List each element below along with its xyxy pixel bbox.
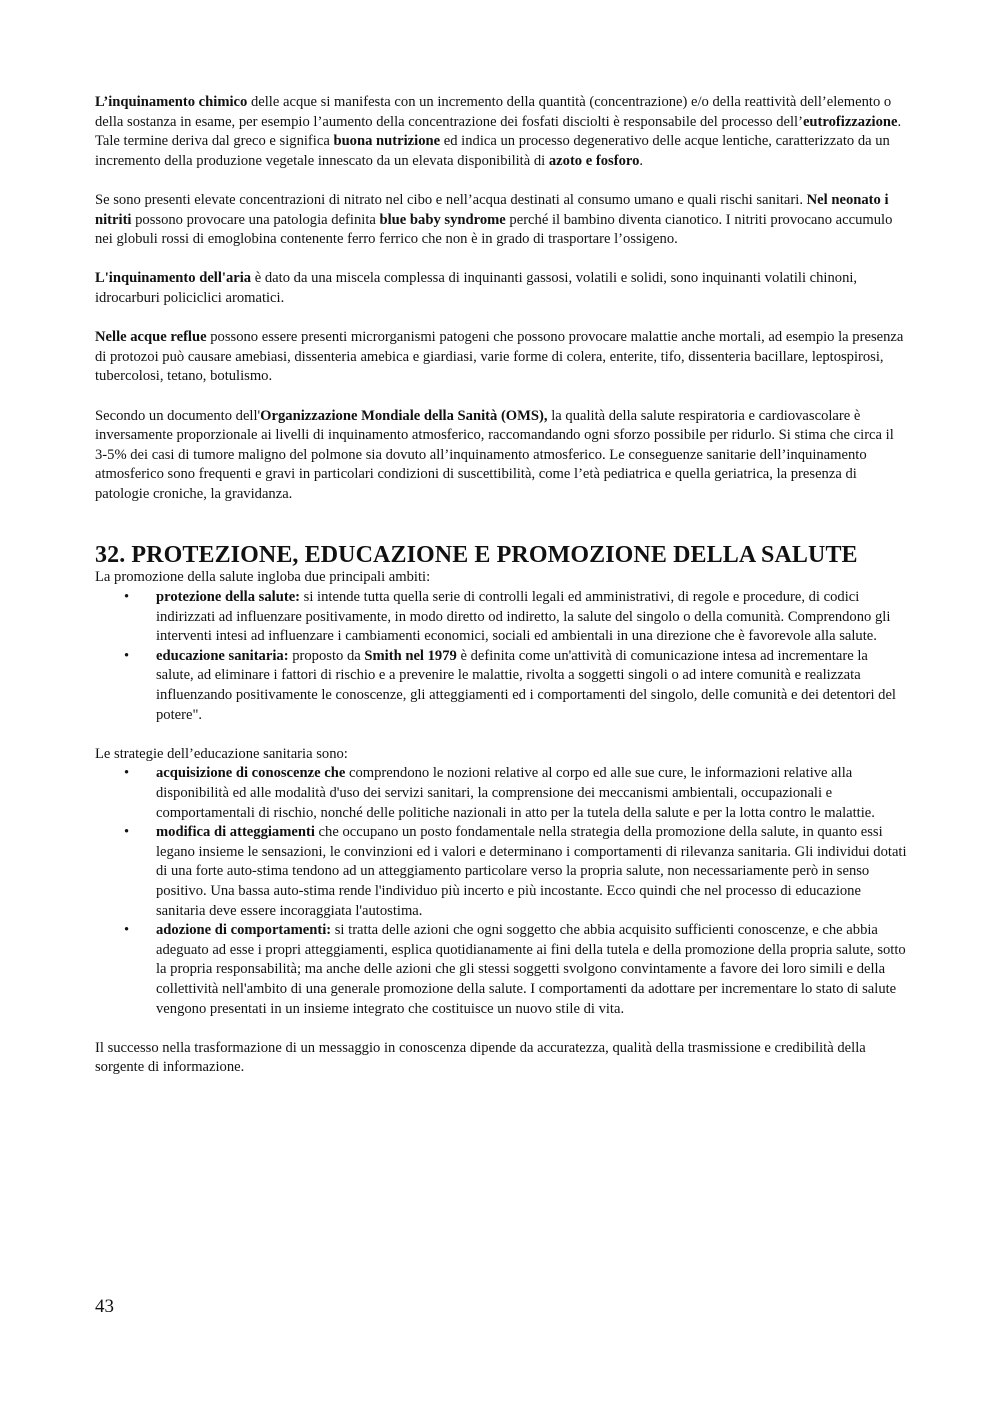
bold-text: adozione di comportamenti: — [156, 922, 332, 939]
bold-text: Nelle acque reflue — [95, 329, 207, 346]
bold-text: Organizzazione Mondiale della Sanità (OMS), — [260, 407, 548, 424]
section-title: 32. PROTEZIONE, EDUCAZIONE E PROMOZIONE DELLA SALUTE — [95, 542, 858, 569]
bold-text: azoto e fosforo — [548, 152, 640, 169]
list-item-text: protezione della salute: si intende tutta quella serie di controlli legali ed amministrativi, di regole e procedure, di codici indirizzati ad influenzare positivamente, in modo diretto od indiretto, la salute del singolo o della comunità. Comprendono gli interventi intesi ad influenzare i cambiamenti economici, sociali ed ambientali in una direzione che è favorevole alla salute. — [156, 589, 891, 645]
paragraph-nitrates: Se sono presenti elevate concentrazioni di nitrato nel cibo e nell’acqua destinati al consumo umano e quali rischi sanitari. Nel neonato i nitriti possono provocare una patologia definita blue baby syndrome perché il bambino diventa cianotico. I nitriti provocano accumulo nei globuli rossi di emoglobina contenente ferro ferrico che non è in grado di trasportare l’ossigeno. — [95, 191, 893, 248]
bold-text: L’inquinamento chimico — [95, 94, 248, 110]
list-item — [124, 588, 907, 647]
bullet-glyph: • — [124, 824, 130, 841]
section-intro: La promozione della salute ingloba due principali ambiti: — [95, 569, 431, 586]
list-item — [124, 921, 907, 1019]
bold-text: L'inquinamento dell'aria — [95, 270, 252, 287]
strategies-intro: Le strategie dell’educazione sanitaria sono: — [95, 745, 348, 762]
paragraph-who: Secondo un documento dell'Organizzazione Mondiale della Sanità (OMS), la qualità della salute respiratoria e cardiovascolare è inversamente proporzionale ai livelli di inquinamento atmosferico, raccomandando ogni sforzo possibile per ridurlo. Si stima che circa il 3-5% dei casi di tumore maligno del polmone sia dovuto all’inquinamento atmosferico. Le conseguenze sanitarie dell’inquinamento atmosferico sono frequenti e gravi in particolari condizioni di suscettibilità, come l’età pediatrica e quella geriatrica, la presenza di patologie croniche, la gravidanza. — [95, 407, 894, 502]
closing-paragraph: Il successo nella trasformazione di un messaggio in conoscenza dipende da accuratezza, qualità della trasmissione e credibilità della sorgente di informazione. — [95, 1039, 866, 1076]
paragraph-chemical-pollution: L’inquinamento chimico delle acque si manifesta con un incremento della quantità (concentrazione) e/o della reattività dell’elemento o della sostanza in esame, per esempio l’aumento della concentrazione dei fosfati disciolti è responsabile del processo dell’eutrofizzazione. Tale termine deriva dal greco e significa buona nutrizione ed indica un processo degenerativo delle acque lentiche, caratterizzato da un incremento della produzione vegetale innescato da un elevata disponibilità di azoto e fosforo. — [95, 94, 902, 169]
bullet-glyph: • — [124, 765, 130, 782]
bullet-glyph: • — [124, 589, 130, 606]
bullet-glyph: • — [124, 922, 130, 939]
bold-text: protezione della salute: — [156, 589, 301, 606]
bold-text: acquisizione di conoscenze che — [156, 765, 346, 782]
bold-text: blue baby syndrome — [379, 211, 506, 228]
strategies-list — [95, 764, 907, 1019]
bold-text: modifica di atteggiamenti — [156, 824, 315, 841]
list-item-text: adozione di comportamenti: si tratta delle azioni che ogni soggetto che abbia acquisito sufficienti conoscenze, e che abbia adeguato ad esse i propri atteggiamenti, esplica quotidianamente ai fini della tutela e della promozione della propria salute, sotto la propria responsabilità; ma anche delle azioni che gli stessi soggetti svolgono convintamente a favore dei loro simili e della collettività nell'ambito di una generale promozione della salute. I comportamenti da adottare per incrementare lo stato di salute vengono presentati in un insieme integrato che costituisce un nuovo stile di vita. — [156, 922, 906, 1017]
bold-text: educazione sanitaria: — [156, 647, 289, 664]
list-item — [124, 764, 907, 823]
paragraph-wastewater: Nelle acque reflue possono essere presenti microrganismi patogeni che possono provocare malattie anche mortali, ad esempio la presenza di protozoi può causare amebiasi, dissenteria amebica e giardiasi, varie forme di colera, enterite, tifo, dissenteria bacillare, leptospirosi, tubercolosi, tetano, botulismo. — [95, 329, 904, 385]
bold-text: eutrofizzazione — [802, 113, 898, 130]
paragraph-air-pollution: L'inquinamento dell'aria è dato da una miscela complessa di inquinanti gassosi, volatili e solidi, sono inquinanti volatili chinoni, idrocarburi policiclici aromatici. — [95, 270, 858, 306]
health-areas-list — [95, 588, 907, 725]
bold-text: Smith nel 1979 — [364, 647, 457, 664]
page-number: 43 — [95, 1296, 114, 1317]
bold-text: buona nutrizione — [333, 133, 441, 150]
page-content — [95, 93, 907, 1098]
bullet-glyph: • — [124, 647, 130, 664]
list-item — [124, 647, 907, 725]
list-item-text: modifica di atteggiamenti che occupano un posto fondamentale nella strategia della promozione della salute, in quanto essi legano insieme le sensazioni, le convinzioni ed i valori e determinano i comportamenti di rilevanza sanitaria. Gli individui dotati di una forte auto-stima tendono ad un atteggiamento particolare verso la propria salute, non necessariamente però in senso positivo. Una bassa auto-stima rende l'individuo più incerto e più incostante. Ecco quindi che nel processo di educazione sanitaria deve essere incoraggiata l'autostima. — [156, 824, 907, 919]
list-item-text: acquisizione di conoscenze che comprendono le nozioni relative al corpo ed alle sue cure, le informazioni relative alla disponibilità ed alle modalità d'uso dei servizi sanitari, la comprensione dei meccanismi ambientali, occupazionali e comportamentali di rischio, nonché delle politiche nazionali in atto per la tutela della salute e per la lotta contro le malattie. — [156, 765, 875, 821]
list-item — [124, 823, 907, 921]
bold-text: Nel neonato i nitriti — [95, 191, 889, 228]
list-item-text: educazione sanitaria: proposto da Smith nel 1979 è definita come un'attività di comunicazione intesa ad incrementare la salute, ad eliminare i fattori di rischio e a prevenire le malattie, rivolta a soggetti singoli o ad intere comunità e realizzata influenzando positivamente le conoscenze, gli atteggiamenti ed i comportamenti del singolo, delle comunità e dei detentori del potere". — [156, 647, 896, 723]
